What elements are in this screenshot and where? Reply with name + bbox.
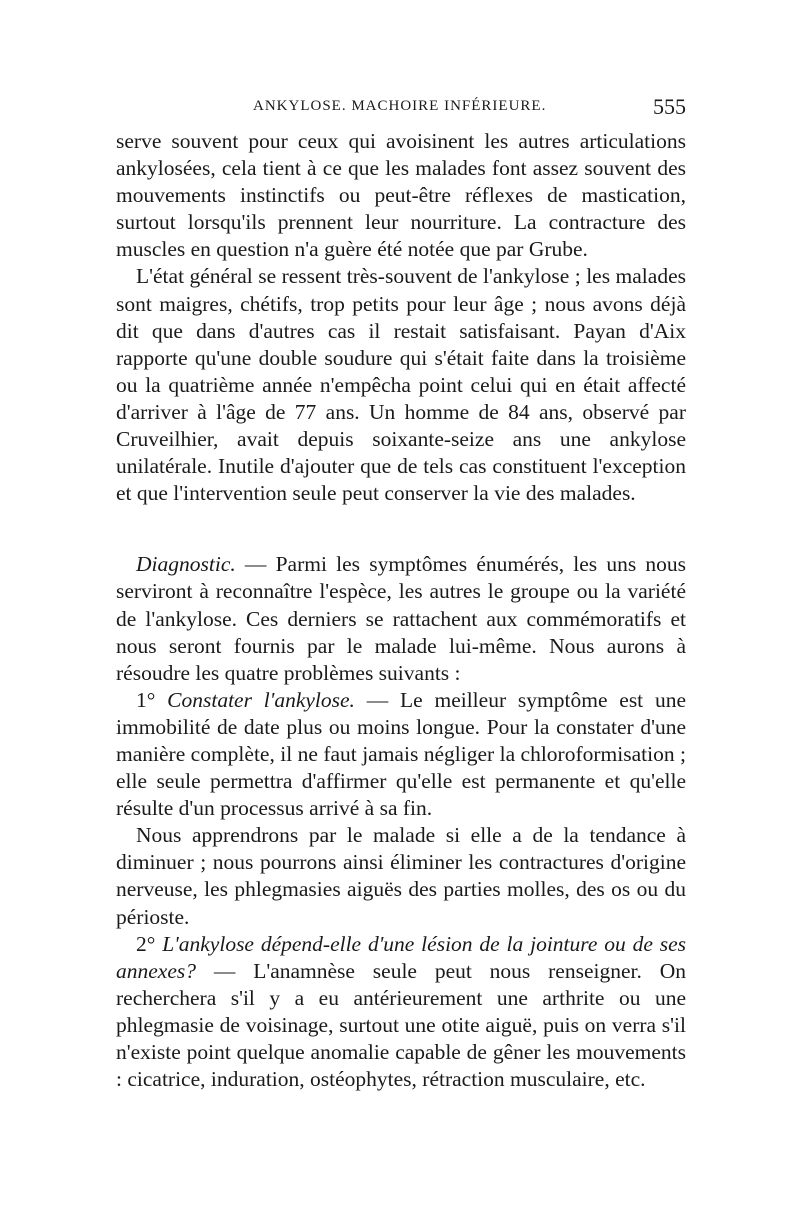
diagnostic-text: — Parmi les symptômes énumérés, les uns nous serviront à reconnaître l'espèce, les autres le groupe ou la variété de l'ankylose. Ces derniers se rattachent aux commémoratifs et nous seront fournis par le malade lui-même. Nous aurons à résoudre les quatre problèmes suivants : — [116, 552, 686, 685]
problem-2-heading: L'ankylose dépend-elle d'une lésion de la jointure ou de ses annexes? — [116, 931, 686, 983]
paragraph-problem-1 — [116, 687, 686, 822]
paragraph-continuation: serve souvent pour ceux qui avoisinent les autres articulations ankylosées, cela tient à ce que les malades font assez souvent des mouvements instinctifs ou peut-être réflexes de mastication, surtout lorsqu'ils prennent leur nourriture. La contracture des muscles en question n'a guère été notée que par Grube. — [116, 129, 686, 262]
problem-2-text: — L'anamnèse seule peut nous renseigner. On recherchera s'il y a eu antérieurement une arthrite ou une phlegmasie de voisinage, surtout une otite aiguë, puis on verra s'il n'existe point quelque anomalie capable de gêner les mouvements : cicatrice, induration, ostéophytes, rétraction musculaire, etc. — [116, 958, 686, 1092]
paragraph-diminish: Nous apprendrons par le malade si elle a de la tendance à diminuer ; nous pourrons ainsi éliminer les contractures d'origine nerveuse, les phlegmasies aiguës des parties molles, des os ou du périoste. — [116, 823, 686, 929]
problem-1-heading: Constater l'ankylose. — [167, 687, 355, 712]
paragraph-problem-2 — [116, 931, 686, 1094]
paragraph-general-state: L'état général se ressent très-souvent de l'ankylose ; les malades sont maigres, chétifs, trop petits pour leur âge ; nous avons déjà dit que dans d'autres cas il restait satisfaisant. Payan d'Aix rapporte qu'une double soudure qui s'était faite dans la troisième ou la quatrième année n'empêcha point celui qui en était affecté d'arriver à l'âge de 77 ans. Un homme de 84 ans, observé par Cruveilhier, avait depuis soixante-seize ans une ankylose unilatérale. Inutile d'ajouter que de tels cas constituent l'exception et que l'intervention seule peut conserver la vie des malades. — [116, 264, 686, 506]
page-number: 555 — [653, 94, 686, 119]
problem-1-text: — Le meilleur symptôme est une immobilité de date plus ou moins longue. Pour la constater d'une manière complète, il ne faut jamais négliger la chloroformisation ; elle seule permettra d'affirmer qu'elle est permanente et qu'elle résulte d'un processus arrivé à sa fin. — [116, 687, 686, 821]
running-title: ANKYLOSE. MACHOIRE INFÉRIEURE. — [253, 98, 547, 114]
problem-1-number: 1° — [136, 687, 168, 712]
book-page — [116, 94, 686, 1093]
page-header — [116, 94, 686, 128]
paragraph-diagnostic — [116, 551, 686, 686]
body-text — [116, 128, 686, 1093]
problem-2-number: 2° — [136, 931, 163, 956]
diagnostic-heading: Diagnostic. — [136, 552, 236, 577]
